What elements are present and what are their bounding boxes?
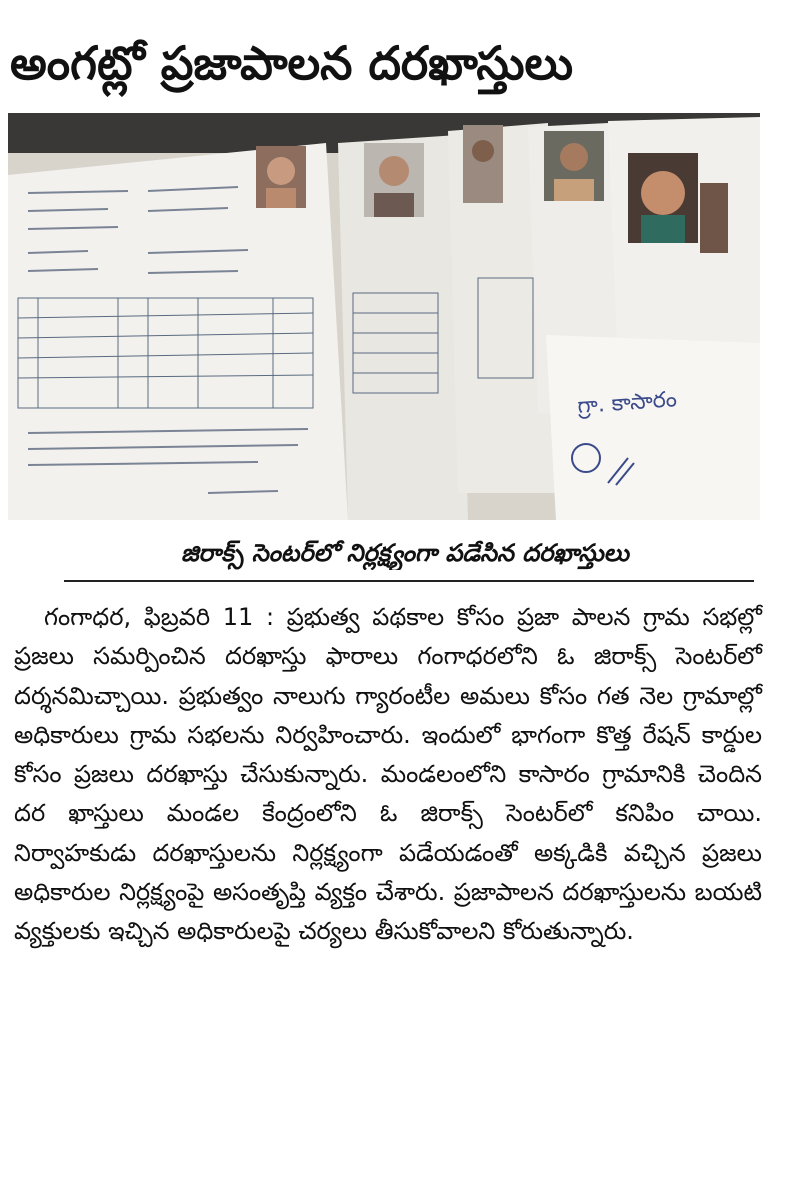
applicant-photo [700,183,728,253]
article-paragraph: గంగాధర, ఫిబ్రవరి 11 : ప్రభుత్వ పథకాల కోసం ప్రజా పాలన గ్రామ సభల్లో ప్రజలు సమర్పించిన దరఖాస్తు ఫారాలు గంగాధరలోని ఓ జిరాక్స్ సెంటర్‌లో దర్శనమిచ్చాయి. ప్రభుత్వం నాలుగు గ్యారంటీల అమలు కోసం గత నెల గ్రామాల్లో అధికారులు గ్రామ సభలను నిర్వహించారు. ఇందులో భాగంగా కొత్త రేషన్ కార్డుల కోసం ప్రజలు దరఖాస్తు చేసుకున్నారు. మండలంలోని కాసారం గ్రామానికి చెందిన దర ఖాస్తులు మండల కేంద్రంలోని ఓ జిరాక్స్ సెంటర్‌లో కనిపిం చాయి. నిర్వాహకుడు దరఖాస్తులను నిర్లక్ష్యంగా పడేయడంతో అక్కడికి వచ్చిన ప్రజలు అధికారుల నిర్లక్ష్యంపై అసంతృప్తి వ్యక్తం చేశారు. ప్రజాపాలన దరఖాస్తులను బయటి వ్యక్తులకు ఇచ్చిన అధికారులపై చర్యలు తీసుకోవాలని కోరుతున్నారు. [14,603,762,946]
handwritten-label: గ్రా. కాసారం [576,387,678,419]
applicant-photo [364,143,424,217]
photo-caption: జిరాక్స్ సెంటర్‌లో నిర్లక్ష్యంగా పడేసిన దరఖాస్తులు [181,539,629,567]
applicant-photo [256,146,306,208]
applicant-photo [463,125,503,203]
article-photo [8,113,760,520]
applicant-photo [628,153,698,243]
applicant-photo [544,131,604,201]
headline: అంగట్లో ప్రజాపాలన దరఖాస్తులు [10,36,574,90]
caption-divider [64,580,754,582]
cut-off-previous-text [0,0,800,10]
article-body [14,598,762,952]
